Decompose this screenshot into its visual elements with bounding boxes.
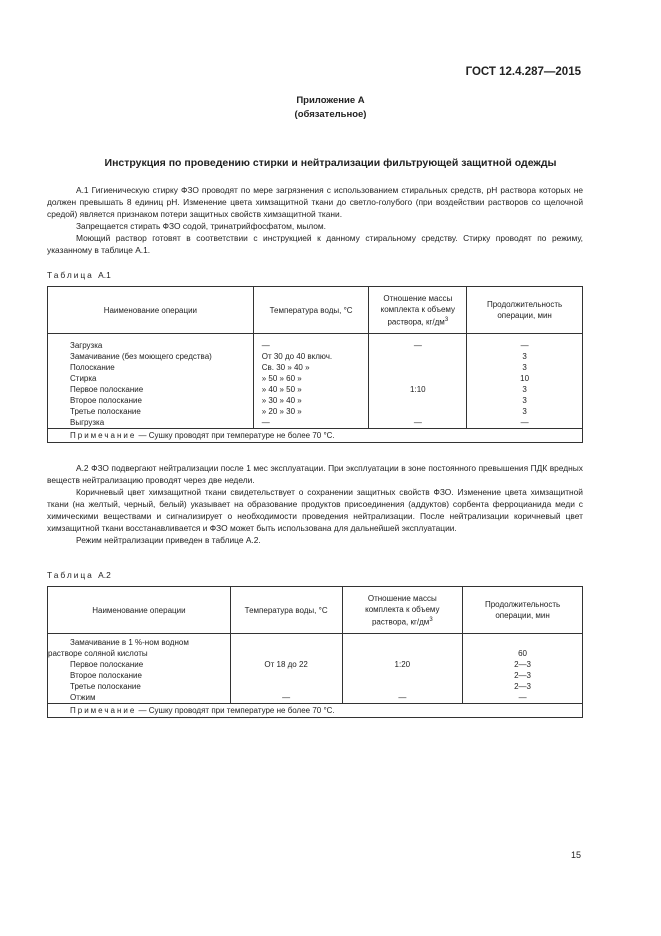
- header-cell: Отношение массы комплекта к объему раствора, $кг/дм^3$: [342, 587, 463, 634]
- table-cell: Третье полоскание: [70, 682, 141, 691]
- header-cell: Наименование операции: [48, 287, 254, 334]
- table-a1: [47, 286, 583, 443]
- table-column: [230, 634, 342, 704]
- table-cell: Полоскание: [70, 363, 115, 372]
- table-cell: » 20 » 30 »: [261, 407, 302, 416]
- table-cell: 3: [522, 352, 527, 361]
- paragraph: Режим нейтрализации приведен в таблице А.2.: [76, 535, 261, 545]
- table-cell: —: [520, 418, 529, 427]
- header-cell: Отношение массы комплекта к объему раствора, $кг/дм^3$: [369, 287, 467, 334]
- table-cell: Первое полоскание: [70, 385, 144, 394]
- table-column: [467, 334, 583, 429]
- table-cell: Второе полоскание: [70, 396, 142, 405]
- table-cell: —: [282, 693, 291, 702]
- table-cell: От 30 до 40 включ.: [261, 352, 333, 361]
- table-cell: От 18 до 22: [264, 660, 308, 669]
- table-cell: [463, 637, 582, 648]
- table-cell: [231, 681, 342, 692]
- table-column: [342, 634, 463, 704]
- table-a1-caption: [47, 270, 111, 280]
- appendix-title: Приложение А: [296, 95, 365, 106]
- document-title: Инструкция по проведению стирки и нейтрализации фильтрующей защитной одежды: [104, 157, 557, 169]
- table-cell: 2—3: [514, 671, 532, 680]
- header-cell: Продолжительность операции, мин: [467, 287, 583, 334]
- table-cell: [369, 406, 466, 417]
- table-cell: раствоpе соляной кислоты: [48, 649, 148, 658]
- table-a2-caption: [47, 570, 111, 580]
- section-a2: [47, 462, 583, 546]
- table-cell: [369, 395, 466, 406]
- table-cell: [231, 637, 342, 648]
- table-cell: 1:10: [410, 385, 426, 394]
- table-column: [463, 634, 583, 704]
- table-cell: —: [518, 693, 527, 702]
- table-cell: 1:20: [394, 660, 411, 669]
- standard-header: ГОСТ 12.4.287—2015: [465, 66, 581, 78]
- appendix-status: (обязательное): [294, 109, 367, 120]
- paragraph: Коричневый цвет химзащитной ткани свидетельствует о сохранении защитных свойств ФЗО. Изменение цвета химзащитной ткани (на желтый, черный, белый) указывает на образование продуктов присоединения (аддуктов) сорбента ферроцианида меди с химическими веществами и сигнализирует о необходимости проведения нейтрализации. После нейтрализации коричневый цвет химзащитной ткани восстанавливается и ФЗО может быть использована для дальнейшей эксплуатации.: [47, 487, 583, 533]
- table-a2: [47, 586, 583, 718]
- appendix-heading: [0, 94, 661, 122]
- section-a1: [47, 184, 583, 256]
- caption-number: А.1: [98, 270, 111, 280]
- table-cell: Стирка: [70, 374, 97, 383]
- table-cell: Выгрузка: [70, 418, 105, 427]
- table-note: Примечание — Сушку проводят при температуре не более 70 °С.: [48, 429, 583, 443]
- table-column: [369, 334, 467, 429]
- table-cell: Загрузка: [70, 341, 103, 350]
- table-cell: [369, 362, 466, 373]
- table-note: Примечание — Сушку проводят при температуре не более 70 °С.: [48, 704, 583, 718]
- table-cell: Св. 30 » 40 »: [261, 363, 310, 372]
- table-cell: Первое полоскание: [70, 660, 144, 669]
- table-cell: Замачивание в 1 %-ном водном: [70, 638, 189, 647]
- table-cell: [343, 637, 463, 648]
- paragraph: Запрещается стирать ФЗО содой, тринатрийфосфатом, мылом.: [76, 221, 326, 231]
- table-cell: [343, 670, 463, 681]
- header-cell: Температура воды, °С: [230, 587, 342, 634]
- table-column: [48, 634, 231, 704]
- page-number: 15: [570, 850, 581, 860]
- paragraph: Моющий раствор готовят в соответствии с инструкцией к данному стиральному средству. Стирку проводят по режиму, указанному в таблице А.1.: [47, 233, 583, 255]
- table-cell: —: [398, 693, 407, 702]
- table-cell: » 50 » 60 »: [261, 374, 302, 383]
- table-cell: 2—3: [514, 682, 532, 691]
- header-cell: Продолжительность операции, мин: [463, 587, 583, 634]
- caption-word: Таблица: [47, 270, 94, 280]
- table-cell: —: [413, 418, 422, 427]
- table-cell: 2—3: [514, 660, 532, 669]
- table-cell: Третье полоскание: [70, 407, 141, 416]
- table-cell: » 30 » 40 »: [261, 396, 302, 405]
- table-cell: [343, 681, 463, 692]
- paragraph: А.1 Гигиеническую стирку ФЗО проводят по мере загрязнения с использованием стиральных средств, рН раствора которых не должен превышать 8 единиц рН. Изменение цвета химзащитной ткани до светло-голубого (при воздействии растворов со щелочной средой) является признаком потери защитных свойств химзащитной ткани.: [47, 185, 583, 219]
- table-cell: [369, 373, 466, 384]
- table-cell: [231, 670, 342, 681]
- table-cell: 60: [518, 649, 528, 658]
- paragraph: А.2 ФЗО подвергают нейтрализации после 1 мес эксплуатации. При эксплуатации в зоне постоянного превышения ПДК вредных веществ нейтрализацию проводят через две недели.: [47, 463, 583, 485]
- table-column: [48, 334, 254, 429]
- header-cell: Наименование операции: [48, 587, 231, 634]
- table-cell: 3: [522, 407, 527, 416]
- table-cell: Отжим: [70, 693, 96, 702]
- table-cell: 3: [522, 363, 527, 372]
- table-cell: Замачивание (без моющего средства): [70, 352, 212, 361]
- table-cell: 3: [522, 385, 527, 394]
- table-cell: [369, 351, 466, 362]
- table-cell: 10: [520, 374, 530, 383]
- caption-word: Таблица: [47, 570, 94, 580]
- table-cell: » 40 » 50 »: [261, 385, 302, 394]
- table-cell: 3: [522, 396, 527, 405]
- table-cell: Второе полоскание: [70, 671, 142, 680]
- table-cell: [231, 648, 342, 659]
- caption-number: А.2: [98, 570, 111, 580]
- table-cell: —: [261, 341, 270, 350]
- table-column: [253, 334, 369, 429]
- table-cell: —: [520, 341, 529, 350]
- header-cell: Температура воды, °С: [253, 287, 369, 334]
- table-cell: —: [413, 341, 422, 350]
- table-cell: —: [261, 418, 270, 427]
- table-cell: [343, 648, 463, 659]
